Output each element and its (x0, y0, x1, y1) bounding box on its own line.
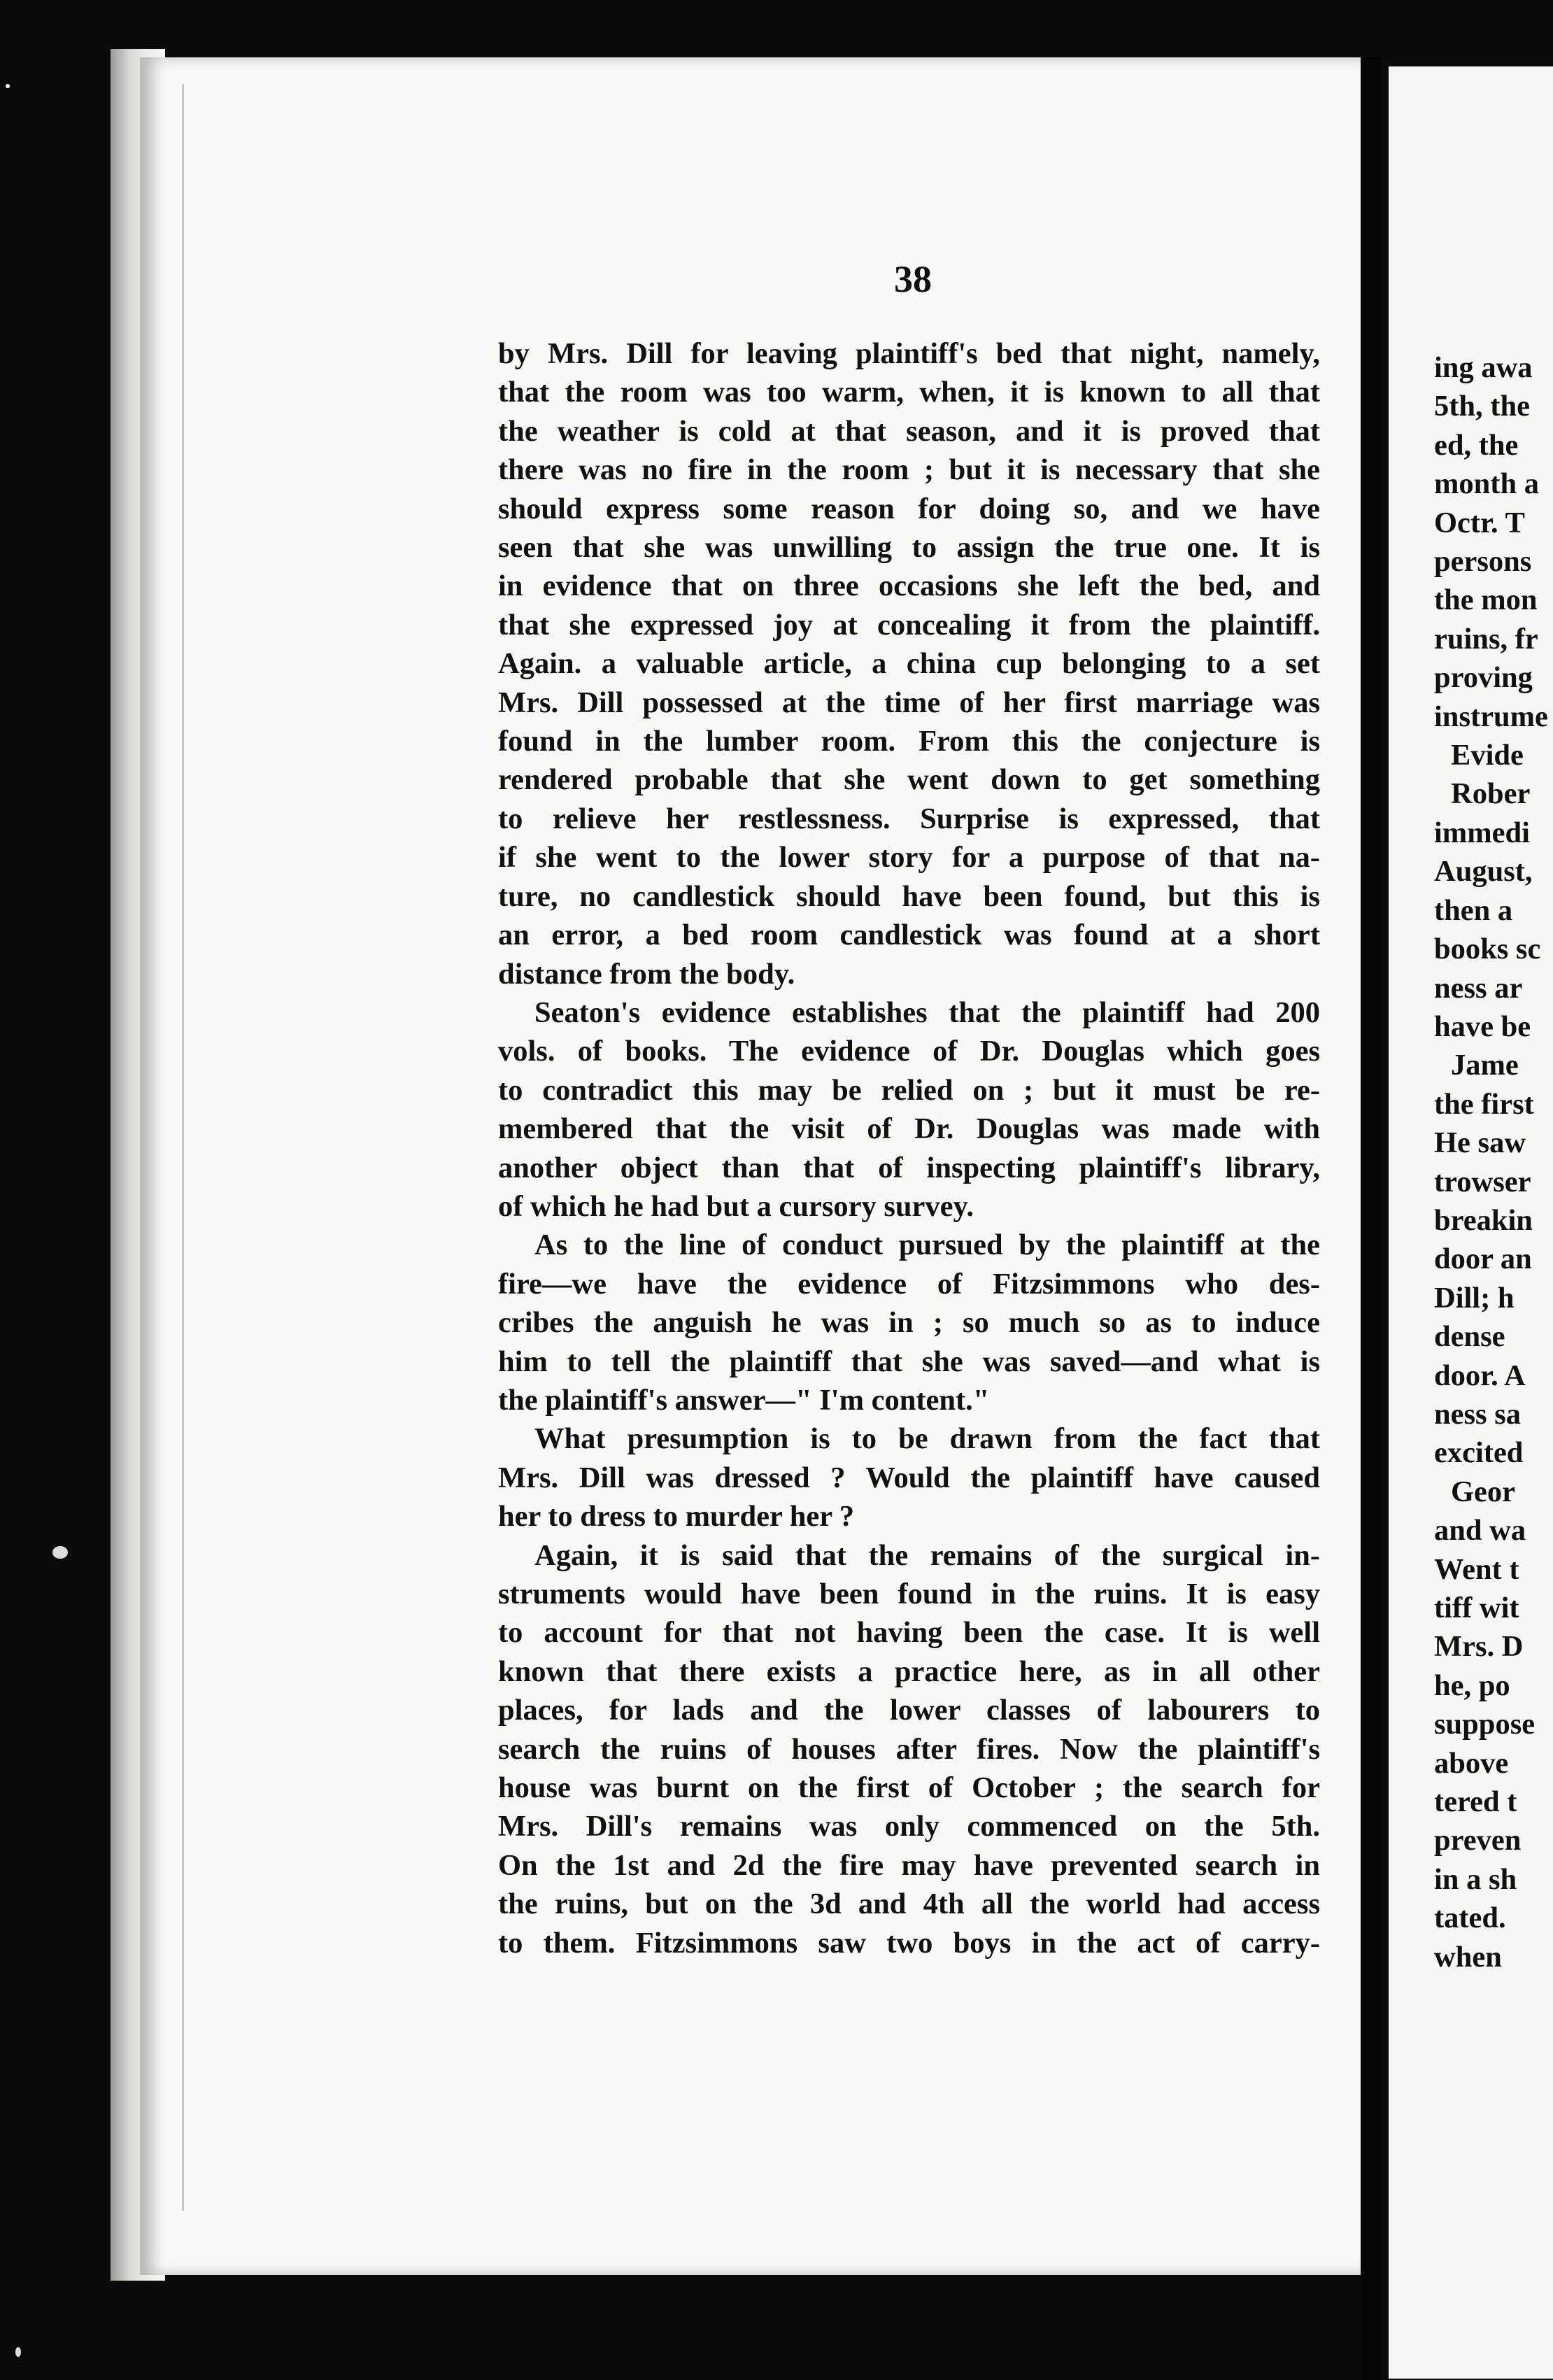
left-page-text (498, 334, 1320, 1962)
right-page-line: proving (1434, 661, 1533, 695)
text-line: him to tell the plaintiff that she was saved—and what is (498, 1345, 1320, 1378)
right-page-line: in a sh (1434, 1862, 1517, 1896)
text-line: seen that she was unwilling to assign the true one. It is (498, 531, 1320, 565)
right-page-line: when (1434, 1940, 1502, 1974)
text-line: found in the lumber room. From this the conjecture is (498, 725, 1320, 758)
text-line: Mrs. Dill was dressed ? Would the plaintiff have caused (498, 1461, 1320, 1494)
right-page-line: instrume (1434, 700, 1548, 733)
right-page-line: Geor (1451, 1475, 1516, 1508)
right-page-line: ness ar (1434, 971, 1523, 1005)
text-line: to them. Fitzsimmons saw two boys in the act of carry- (498, 1926, 1320, 1960)
text-line: search the ruins of houses after fires. Now the plaintiff's (498, 1732, 1320, 1766)
page-edge-line (182, 84, 184, 2211)
text-line: the weather is cold at that season, and it is proved that (498, 414, 1320, 448)
right-page-line: breakin (1434, 1203, 1533, 1237)
text-line: Mrs. Dill possessed at the time of her first marriage was (498, 686, 1320, 719)
text-line: should express some reason for doing so, and we have (498, 492, 1320, 525)
right-page-line: above (1434, 1746, 1509, 1780)
text-line: to account for that not having been the case. It is well (498, 1616, 1320, 1650)
text-line: cribes the anguish he was in ; so much so as to induce (498, 1306, 1320, 1340)
right-page-line: August, (1434, 855, 1533, 888)
right-page-line: Dill; h (1434, 1281, 1515, 1315)
page-number: 38 (894, 258, 932, 300)
right-page-line: the mon (1434, 583, 1538, 617)
right-page-line: Mrs. D (1434, 1630, 1524, 1664)
right-page-line: 5th, the (1434, 390, 1530, 423)
right-page-line: immedi (1434, 816, 1530, 849)
right-page-line: the first (1434, 1087, 1534, 1121)
text-line: the plaintiff's answer—" I'm content." (498, 1383, 990, 1417)
text-line: membered that the visit of Dr. Douglas was made with (498, 1112, 1320, 1146)
text-line: Seaton's evidence establishes that the plaintiff had 200 (534, 996, 1320, 1029)
right-page-line: Went t (1434, 1552, 1519, 1586)
text-line: the ruins, but on the 3d and 4th all the world had access (498, 1887, 1320, 1921)
right-page-line: preven (1434, 1824, 1522, 1857)
right-page-line: dense (1434, 1320, 1505, 1354)
text-line: As to the line of conduct pursued by the plaintiff at the (534, 1228, 1320, 1262)
margin-speck (52, 1546, 68, 1559)
right-page-line: then a (1434, 893, 1513, 927)
text-line: if she went to the lower story for a purpose of that na- (498, 841, 1320, 874)
right-page-line: ness sa (1434, 1397, 1521, 1431)
right-page-line: trowser (1434, 1165, 1531, 1198)
right-page-line: excited (1434, 1436, 1524, 1470)
text-line: an error, a bed room candlestick was found at a short (498, 919, 1320, 952)
text-line: fire—we have the evidence of Fitzsimmons who des- (498, 1267, 1320, 1301)
text-line: On the 1st and 2d the fire may have prevented search in (498, 1848, 1320, 1882)
margin-speck (15, 2347, 21, 2357)
right-page-line: Jame (1451, 1049, 1519, 1082)
right-page-line: Rober (1451, 777, 1531, 811)
text-line: there was no fire in the room ; but it is necessary that she (498, 453, 1320, 487)
margin-speck (6, 84, 10, 88)
text-line: vols. of books. The evidence of Dr. Douglas which goes (498, 1035, 1320, 1068)
text-line: Again, it is said that the remains of the surgical in- (534, 1538, 1320, 1572)
text-line: known that there exists a practice here, as in all other (498, 1655, 1320, 1688)
right-page-line: have be (1434, 1010, 1531, 1043)
book-gutter (1361, 57, 1382, 2380)
text-line: that she expressed joy at concealing it from the plaintiff. (498, 608, 1320, 642)
text-line: rendered probable that she went down to get something (498, 763, 1320, 797)
text-line: struments would have been found in the ruins. It is easy (498, 1578, 1320, 1610)
right-page-line: and wa (1434, 1514, 1526, 1547)
text-line: that the room was too warm, when, it is known to all that (498, 376, 1320, 409)
right-page-line: he, po (1434, 1669, 1510, 1702)
text-line: her to dress to murder her ? (498, 1500, 855, 1533)
text-line: Again. a valuable article, a china cup belonging to a set (498, 647, 1320, 681)
right-page-line: ruins, fr (1434, 622, 1538, 656)
right-page-line: door. A (1434, 1359, 1526, 1392)
right-page-line: month a (1434, 467, 1539, 501)
right-page-line: persons (1434, 545, 1532, 579)
text-line: to contradict this may be relied on ; but it must be re- (498, 1073, 1320, 1107)
right-page-line: books sc (1434, 933, 1541, 966)
right-page-line: ed, the (1434, 428, 1519, 462)
right-page-line: Evide (1451, 739, 1524, 772)
text-line: house was burnt on the first of October ; the search for (498, 1771, 1320, 1805)
text-line: by Mrs. Dill for leaving plaintiff's bed that night, namely, (498, 337, 1320, 370)
text-line: ture, no candlestick should have been found, but this is (498, 879, 1320, 913)
text-line: places, for lads and the lower classes of labourers to (498, 1694, 1320, 1727)
right-page-text (1434, 348, 1553, 1976)
right-page-line: ing awa (1434, 351, 1533, 384)
text-line: in evidence that on three occasions she left the bed, and (498, 569, 1320, 603)
right-page-line: door an (1434, 1242, 1532, 1276)
text-line: another object than that of inspecting plaintiff's library, (498, 1151, 1320, 1184)
text-line: to relieve her restlessness. Surprise is expressed, that (498, 802, 1320, 835)
text-line: distance from the body. (498, 957, 795, 991)
right-page-line: tated. (1434, 1901, 1506, 1935)
text-line: of which he had but a cursory survey. (498, 1189, 974, 1223)
right-page-line: suppose (1434, 1708, 1536, 1741)
text-line: What presumption is to be drawn from the fact that (534, 1422, 1320, 1456)
right-page-line: He saw (1434, 1126, 1526, 1160)
right-page-line: Octr. T (1434, 506, 1525, 539)
right-page-line: tered t (1434, 1785, 1517, 1819)
text-line: Mrs. Dill's remains was only commenced on the 5th. (498, 1810, 1320, 1843)
right-page-line: tiff wit (1434, 1592, 1519, 1624)
